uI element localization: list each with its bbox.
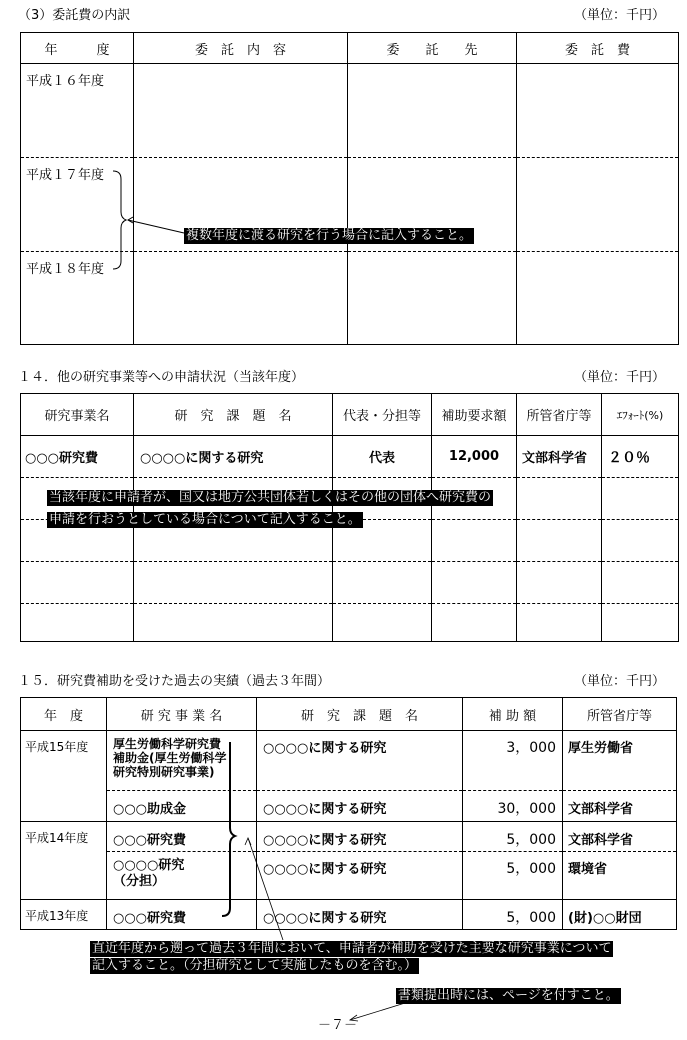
role-cell: 代表 [333, 436, 432, 478]
header-ministry: 所管省庁等 [517, 394, 602, 436]
pointer-line [350, 1003, 405, 1020]
header-role: 代表・分担等 [333, 394, 432, 436]
ministry-cell: 文部科学省 [563, 791, 677, 822]
topic-cell: ○○○○に関する研究 [257, 822, 463, 852]
topic-cell: ○○○○に関する研究 [257, 900, 463, 930]
header-cost: 委 託 費 [517, 33, 679, 64]
year-17: 平成１７年度 [26, 168, 105, 183]
program-line: ○○○○研究 [113, 858, 185, 873]
year-cell: 平成14年度 [21, 822, 107, 900]
topic-cell: ○○○○に関する研究 [257, 731, 463, 791]
multi-year-note: 複数年度に渡る研究を行う場合に記入すること。 [186, 228, 473, 243]
amount-cell: 3，000 [463, 731, 563, 791]
table-row [21, 731, 677, 791]
header-amount: 補 助 額 [463, 698, 563, 731]
year-18: 平成１８年度 [26, 262, 105, 277]
section14-unit: （単位：千円） [573, 370, 665, 385]
amount-cell: 5，000 [463, 822, 563, 852]
section3-unit: （単位：千円） [573, 8, 665, 23]
topic-cell: ○○○○に関する研究 [257, 791, 463, 822]
page-number-note: 書類提出時には、ページを付すこと。 [398, 988, 619, 1003]
program-line: 研究特別研究事業) [113, 765, 215, 779]
ministry-cell: 環境省 [563, 852, 677, 900]
pointer-line [128, 220, 184, 233]
table-row [21, 791, 677, 822]
program-cell [107, 731, 257, 791]
application-note-line2: 申請を行おうとしている場合について記入すること。 [49, 512, 361, 527]
program-line: 厚生労働科学研究費 [113, 737, 222, 751]
past-grants-note-line1: 直近年度から遡って過去３年間において、申請者が補助を受けた主要な研究事業について [92, 941, 612, 956]
year-16: 平成１６年度 [26, 74, 105, 89]
table-row [21, 822, 677, 852]
page-number: －７－ [318, 1018, 358, 1033]
ministry-cell: 文部科学省 [563, 822, 677, 852]
table-row [21, 436, 679, 478]
section15-title: １５．研究費補助を受けた過去の実績（過去３年間） [18, 674, 331, 689]
section3-title: （3）委託費の内訳 [18, 8, 131, 23]
program-line: 補助金(厚生労働科学 [113, 751, 227, 765]
header-effort: ｴﾌｫｰﾄ(%) [602, 394, 679, 436]
ministry-cell: 厚生労働省 [563, 731, 677, 791]
past-grants-note-line2: 記入すること。（分担研究として実施したものを含む。） [92, 958, 418, 973]
program-cell: ○○○研究費 [21, 436, 134, 478]
header-contractor: 委 託 先 [348, 33, 517, 64]
program-cell: ○○○助成金 [107, 791, 257, 822]
year-cell: 平成15年度 [21, 731, 107, 822]
header-ministry: 所管省庁等 [563, 698, 677, 731]
header-year: 年 度 [21, 33, 134, 64]
header-topic: 研 究 課 題 名 [134, 394, 333, 436]
table-row [21, 900, 677, 930]
program-cell: ○○○研究費 [107, 900, 257, 930]
effort-cell: ２０％ [602, 436, 679, 478]
section14-title: １４．他の研究事業等への申請状況（当該年度） [18, 370, 305, 385]
header-topic: 研 究 課 題 名 [257, 698, 463, 731]
header-requested: 補助要求額 [432, 394, 517, 436]
header-year: 年 度 [21, 698, 107, 731]
topic-cell: ○○○○に関する研究 [134, 436, 333, 478]
year-cell: 平成13年度 [21, 900, 107, 930]
ministry-cell: (財)○○財団 [563, 900, 677, 930]
header-program: 研究事業名 [21, 394, 134, 436]
table-row [21, 852, 677, 900]
arrow-icon [128, 217, 133, 223]
amount-cell: 5，000 [463, 852, 563, 900]
past-grants-table [20, 697, 677, 930]
header-program: 研 究 事 業 名 [107, 698, 257, 731]
section15-unit: （単位：千円） [573, 674, 665, 689]
requested-cell: 12,000 [432, 436, 517, 478]
amount-cell: 5，000 [463, 900, 563, 930]
program-cell [107, 852, 257, 900]
ministry-cell: 文部科学省 [517, 436, 602, 478]
header-content: 委 託 内 容 [134, 33, 348, 64]
program-cell: ○○○研究費 [107, 822, 257, 852]
amount-cell: 30，000 [463, 791, 563, 822]
application-note-line1: 当該年度に申請者が、国又は地方公共団体若しくはその他の団体へ研究費の [49, 490, 492, 505]
topic-cell: ○○○○に関する研究 [257, 852, 463, 900]
bracket-icon [113, 171, 126, 269]
program-line: （分担） [113, 874, 166, 889]
